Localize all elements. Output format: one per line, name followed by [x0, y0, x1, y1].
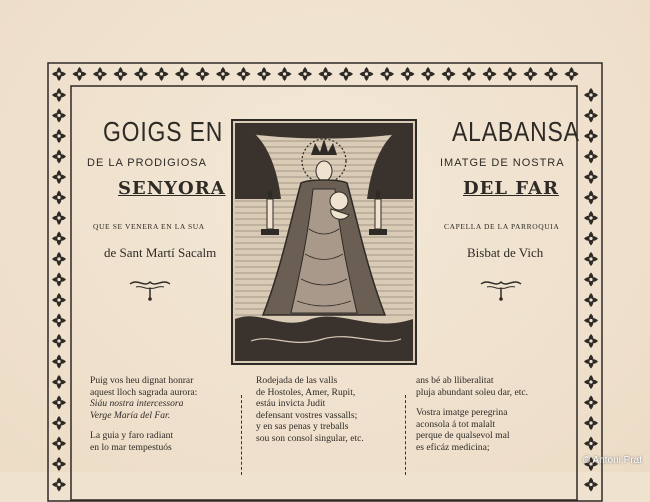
verse-refrain-line: Siáu nostra intercessora: [90, 398, 184, 410]
border-fleuron-icon: [155, 67, 169, 81]
verse-line: defensant vostres vassalls;: [256, 409, 358, 421]
verse-line: estáu invicta Judit: [256, 398, 326, 410]
border-fleuron-icon: [584, 334, 598, 348]
border-fleuron-icon: [584, 396, 598, 410]
border-fleuron-icon: [52, 211, 66, 225]
border-fleuron-icon: [584, 211, 598, 225]
verse-line: de Hostoles, Amer, Rupit,: [256, 386, 356, 398]
border-fleuron-icon: [114, 67, 128, 81]
border-fleuron-icon: [421, 67, 435, 81]
border-fleuron-icon: [52, 314, 66, 328]
border-fleuron-icon: [52, 109, 66, 123]
border-fleuron-icon: [52, 416, 66, 430]
verse-line: Rodejada de las valls: [256, 375, 338, 386]
border-fleuron-icon: [339, 67, 353, 81]
border-fleuron-icon: [52, 232, 66, 246]
border-fleuron-icon: [584, 355, 598, 369]
border-fleuron-icon: [52, 273, 66, 287]
border-fleuron-icon: [52, 478, 66, 492]
border-fleuron-icon: [584, 293, 598, 307]
place-left: de Sant Martí Sacalm: [104, 245, 217, 260]
place-right: Bisbat de Vich: [467, 245, 544, 260]
verse-line: y en sas penas y treballs: [256, 421, 349, 433]
verse-line: aquest lloch sagrada aurora:: [90, 386, 198, 398]
border-fleuron-icon: [442, 67, 456, 81]
verse-line: en lo mar tempestuós: [90, 441, 172, 453]
border-fleuron-icon: [524, 67, 538, 81]
border-fleuron-icon: [544, 67, 558, 81]
verse-line: sou son consol singular, etc.: [256, 432, 364, 444]
border-fleuron-icon: [584, 478, 598, 492]
border-fleuron-icon: [52, 457, 66, 471]
verse-line: perque de qualsevol mal: [416, 430, 510, 442]
subtitle-right: IMATGE DE NOSTRA: [440, 157, 565, 169]
verse-line: Vostra imatge peregrina: [416, 407, 508, 419]
photo-credit: © Antoni Prat: [582, 455, 642, 466]
border-fleuron-icon: [52, 88, 66, 102]
border-fleuron-icon: [565, 67, 579, 81]
verse-line: aconsola á tot malalt: [416, 418, 496, 430]
border-fleuron-icon: [584, 88, 598, 102]
column-divider-2: [405, 395, 406, 475]
border-fleuron-icon: [298, 67, 312, 81]
verse-column-3: [416, 375, 528, 454]
title-right: ALABANSA: [452, 116, 580, 147]
title-left: GOIGS EN: [103, 116, 224, 147]
border-fleuron-icon: [503, 67, 517, 81]
border-fleuron-icon: [278, 67, 292, 81]
border-fleuron-icon: [584, 129, 598, 143]
border-fleuron-icon: [52, 334, 66, 348]
flourish-ornament-right: [479, 276, 523, 302]
caps-line-left: QUE SE VENERA EN LA SUA: [93, 222, 205, 231]
border-fleuron-icon: [380, 67, 394, 81]
border-fleuron-icon: [584, 150, 598, 164]
flourish-ornament-left: [128, 276, 172, 302]
border-fleuron-icon: [401, 67, 415, 81]
border-fleuron-icon: [237, 67, 251, 81]
border-fleuron-icon: [584, 273, 598, 287]
caps-line-right: CAPELLA DE LA PARROQUIA: [444, 222, 560, 231]
border-fleuron-icon: [584, 252, 598, 266]
border-fleuron-icon: [584, 170, 598, 184]
border-fleuron-icon: [52, 252, 66, 266]
border-fleuron-icon: [216, 67, 230, 81]
border-fleuron-icon: [73, 67, 87, 81]
border-fleuron-icon: [584, 375, 598, 389]
border-fleuron-icon: [584, 232, 598, 246]
border-fleuron-icon: [584, 109, 598, 123]
border-fleuron-icon: [257, 67, 271, 81]
border-fleuron-icon: [134, 67, 148, 81]
verse-line: ans bé ab lliberalitat: [416, 375, 494, 386]
border-fleuron-icon: [584, 437, 598, 451]
border-fleuron-icon: [52, 375, 66, 389]
border-fleuron-icon: [52, 150, 66, 164]
border-fleuron-icon: [93, 67, 107, 81]
border-fleuron-icon: [584, 314, 598, 328]
border-fleuron-icon: [584, 191, 598, 205]
verse-line: Puig vos heu dignat honrar: [90, 375, 194, 386]
border-fleuron-icon: [52, 129, 66, 143]
border-fleuron-icon: [319, 67, 333, 81]
virgin-woodcut-image: [231, 119, 417, 365]
border-fleuron-icon: [175, 67, 189, 81]
column-divider-1: [241, 395, 242, 475]
verse-line: La guia y faro radiant: [90, 430, 174, 442]
border-fleuron-icon: [196, 67, 210, 81]
border-fleuron-icon: [483, 67, 497, 81]
big-word-left: SENYORA: [118, 178, 226, 199]
verse-column-2: [256, 375, 364, 445]
subtitle-left: DE LA PRODIGIOSA: [87, 157, 207, 169]
verse-line: pluja abundant soleu dar, etc.: [416, 386, 529, 398]
border-fleuron-icon: [360, 67, 374, 81]
border-fleuron-icon: [52, 293, 66, 307]
border-fleuron-icon: [52, 396, 66, 410]
border-fleuron-icon: [52, 67, 66, 81]
border-fleuron-icon: [584, 416, 598, 430]
border-fleuron-icon: [462, 67, 476, 81]
border-fleuron-icon: [52, 437, 66, 451]
verse-refrain-line: Verge María del Far.: [90, 409, 171, 421]
border-fleuron-icon: [52, 170, 66, 184]
big-word-right: DEL FAR: [463, 178, 559, 199]
border-fleuron-icon: [52, 191, 66, 205]
border-fleuron-icon: [52, 355, 66, 369]
verse-line: es eficáz medicina;: [416, 441, 490, 453]
verse-column-1: [90, 375, 197, 454]
